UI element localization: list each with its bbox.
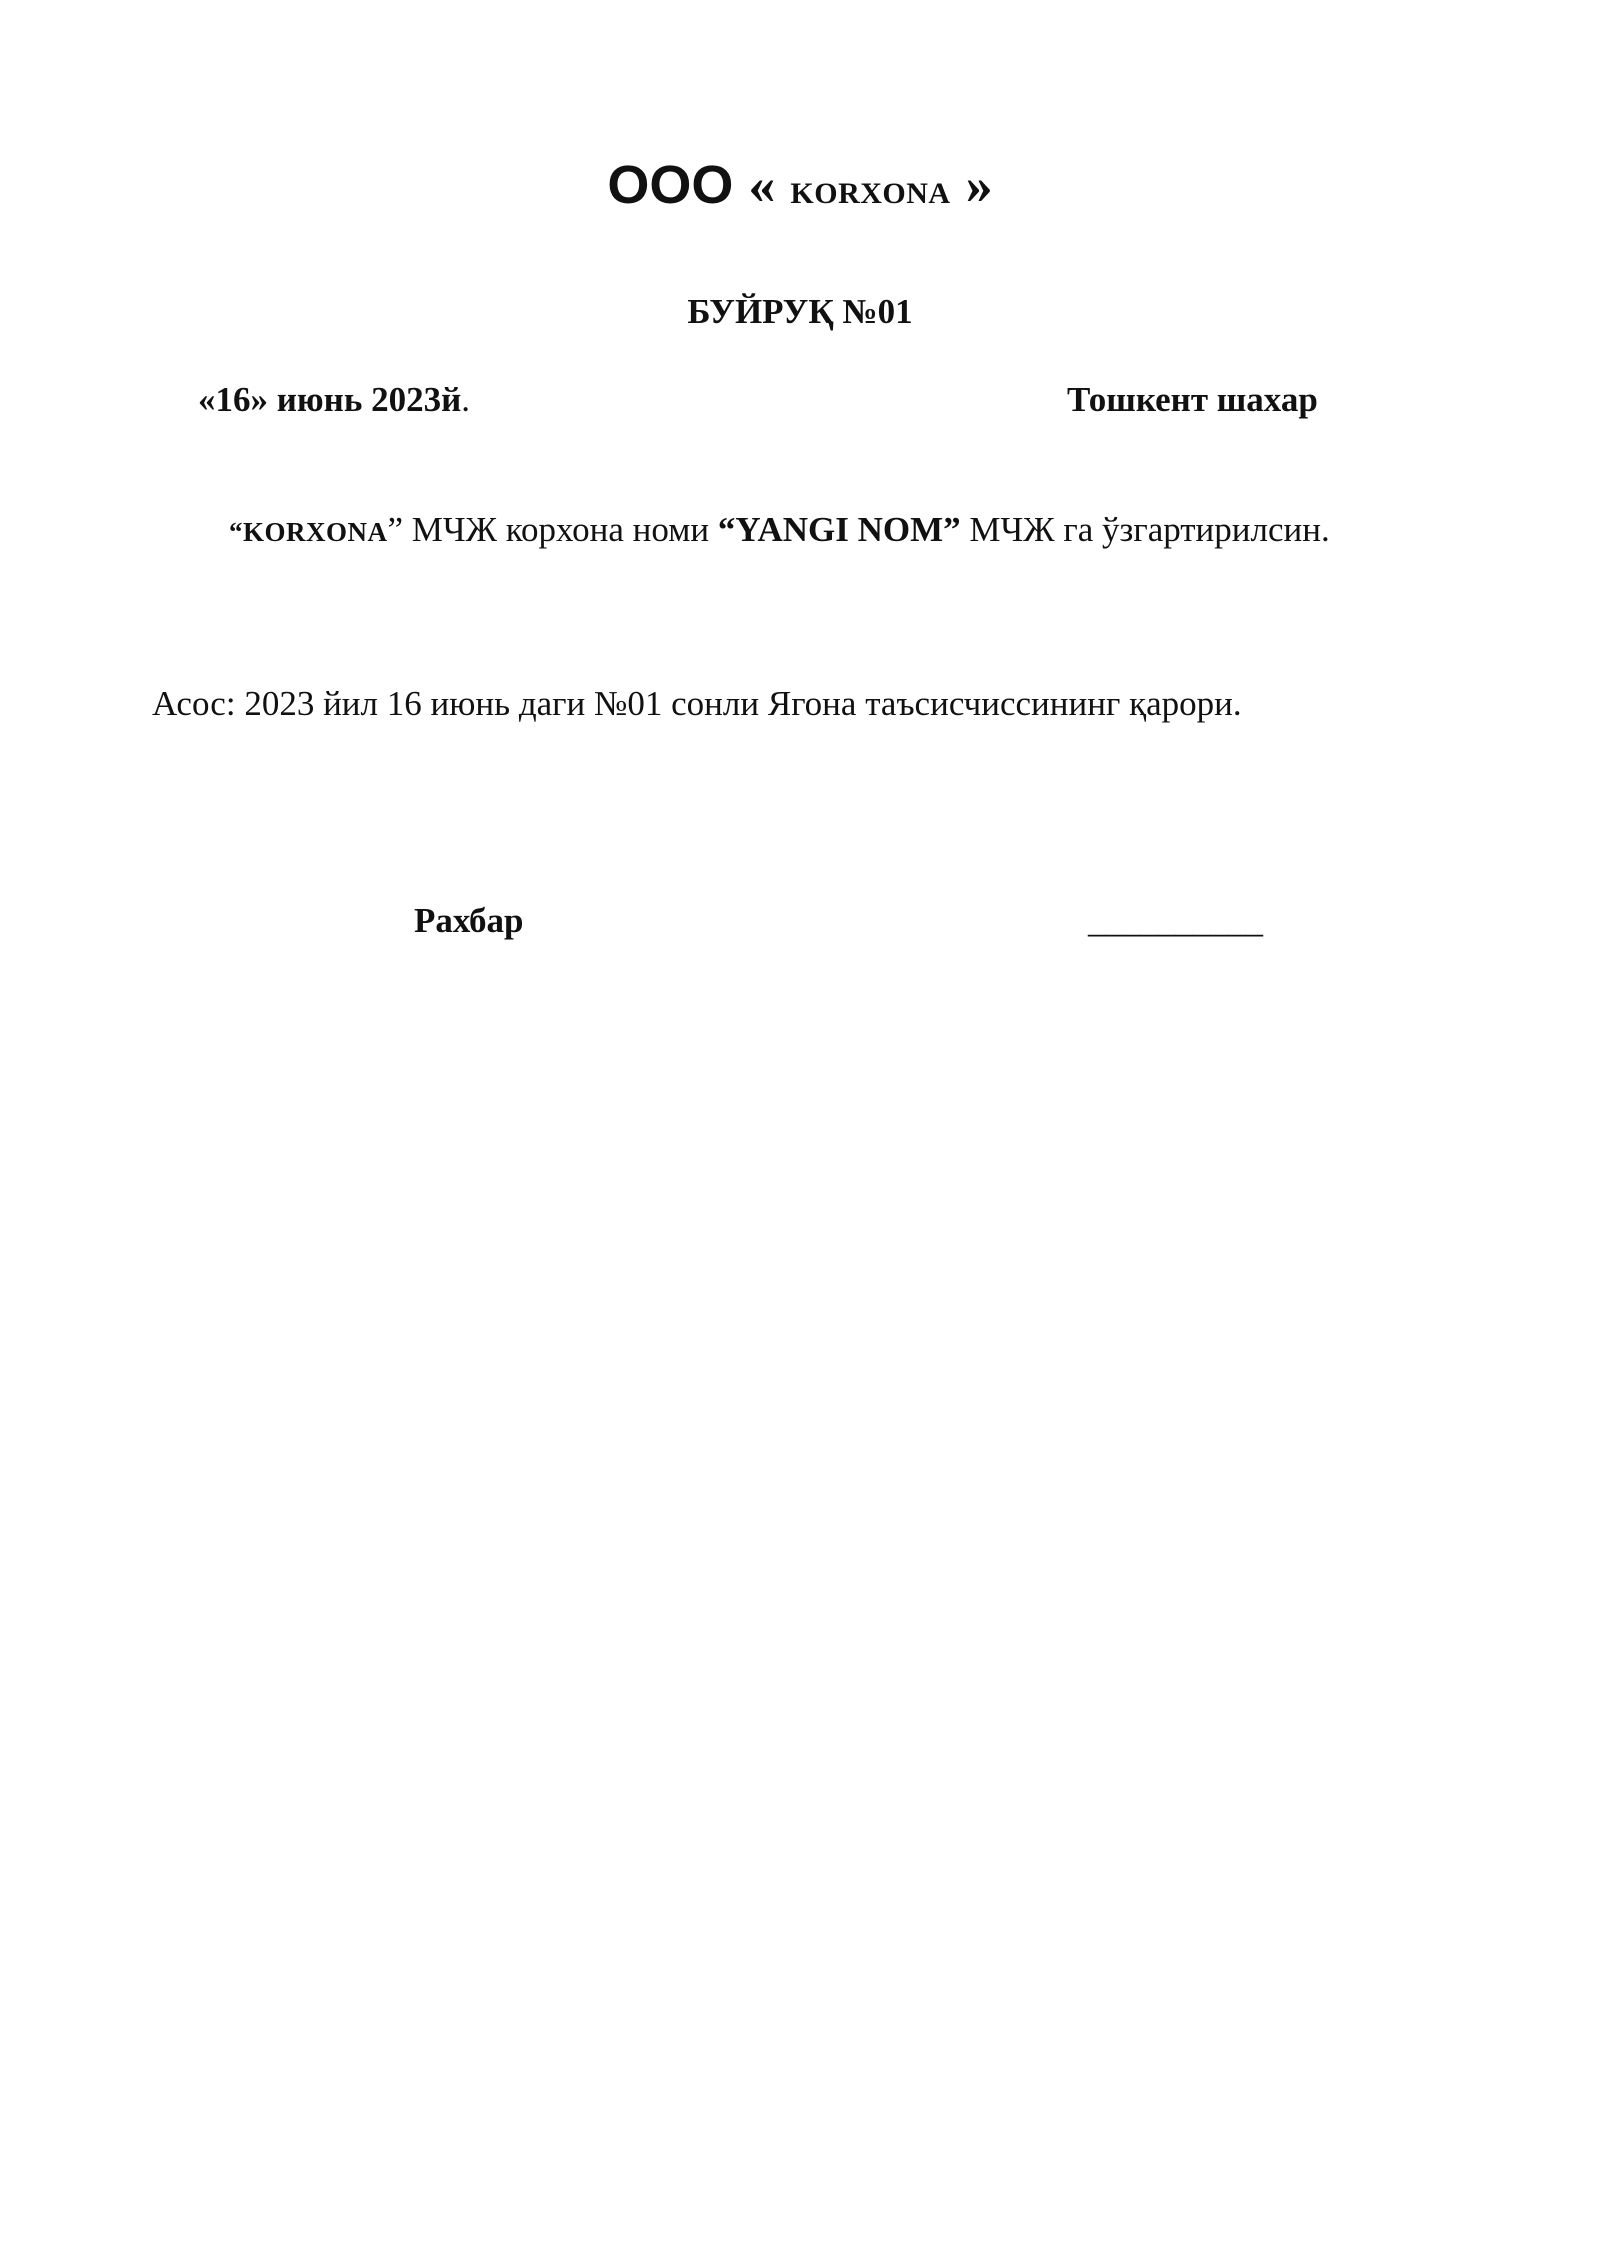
- decree-quote-close: ”: [387, 510, 404, 549]
- order-date: [198, 382, 470, 417]
- date-dot: .: [461, 380, 471, 419]
- decree-new-name: “YANGI NOM”: [717, 510, 961, 549]
- order-city: Тошкент шахар: [1067, 380, 1318, 419]
- decree-text-before: МЧЖ корхона номи: [403, 510, 718, 549]
- date-text: «16» июнь 2023й: [198, 380, 462, 419]
- org-prefix: ООО: [607, 155, 734, 215]
- signatory-role: Рахбар: [414, 901, 524, 940]
- company-name: KORXONA: [790, 177, 951, 210]
- signature-line: __________: [1088, 901, 1263, 940]
- decree-text-after: МЧЖ га ўзгартирилсин.: [960, 510, 1330, 549]
- decree-company: KORXONA: [243, 517, 388, 547]
- quote-close: »: [965, 155, 993, 215]
- basis-text: Асос: 2023 йил 16 июнь даги №01 сонли Ягона таъсисчиссининг қарори.: [152, 684, 1242, 723]
- company-title: [0, 155, 1600, 215]
- order-title: БУЙРУҚ №01: [687, 292, 913, 331]
- decree-text: [229, 512, 1330, 547]
- decree-quote-open: “: [229, 517, 243, 547]
- quote-open: «: [748, 155, 776, 215]
